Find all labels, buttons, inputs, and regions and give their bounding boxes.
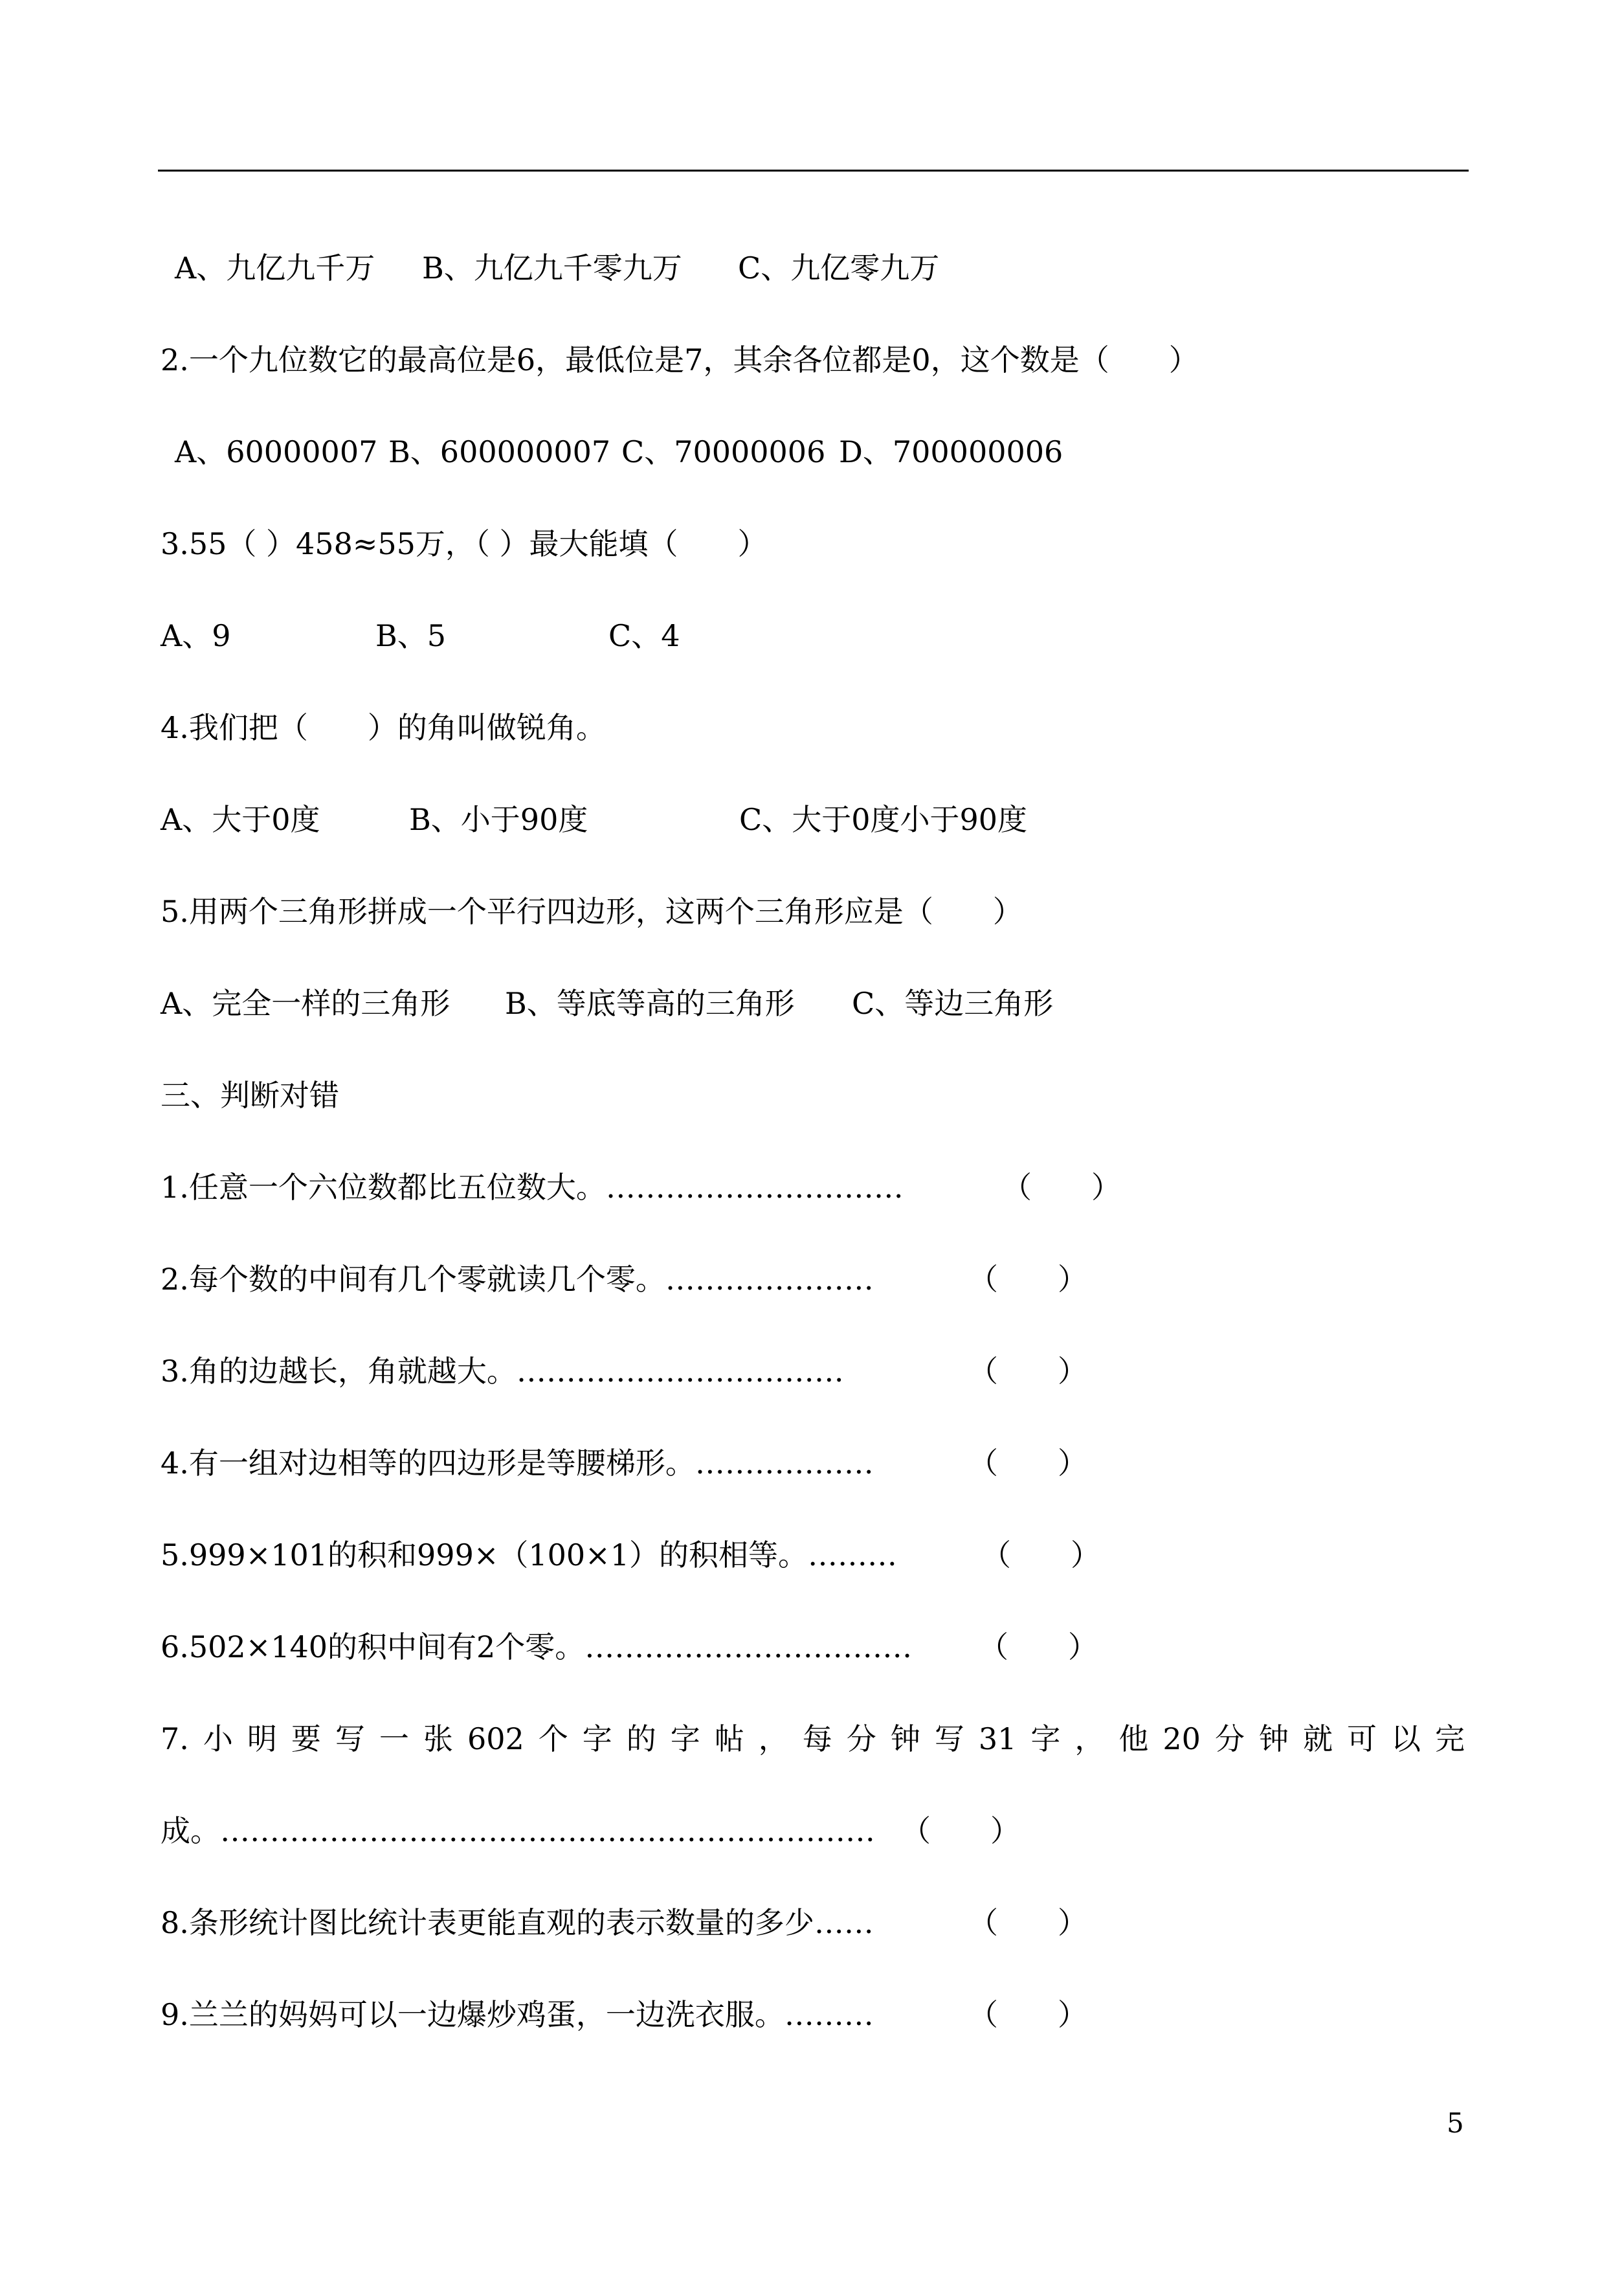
q5-option-b: B、等底等高的三角形 bbox=[505, 986, 795, 1021]
judge-item-2: 2.每个数的中间有几个零就读几个零。………………… bbox=[161, 1262, 874, 1297]
q3-text: 3.55（ ）458≈55万，（ ）最大能填（ ） bbox=[161, 526, 768, 561]
q1-option-a: A、九亿九千万 bbox=[175, 251, 375, 285]
q1-option-b: B、九亿九千零九万 bbox=[422, 251, 682, 285]
judge-item-1: 1.任意一个六位数都比五位数大。………………………… bbox=[161, 1170, 904, 1205]
q5-text: 5.用两个三角形拼成一个平行四边形，这两个三角形应是（ ） bbox=[161, 894, 1023, 929]
q5-option-a: A、完全一样的三角形 bbox=[161, 986, 450, 1021]
q1-option-c: C、九亿零九万 bbox=[738, 251, 940, 285]
q2-text: 2.一个九位数它的最高位是6，最低位是7，其余各位都是0，这个数是（ ） bbox=[161, 342, 1199, 377]
judge-answer-bracket-7: （ ） bbox=[901, 1813, 1020, 1848]
judge-item-6: 6.502×140的积中间有2个零。…………………………… bbox=[161, 1629, 913, 1664]
q2-option-d: D、700000006 bbox=[839, 434, 1063, 469]
judge-item-5: 5.999×101的积和999×（100×1）的积相等。……… bbox=[161, 1538, 897, 1572]
q5-option-c: C、等边三角形 bbox=[852, 986, 1054, 1021]
judge-answer-bracket-3: （ ） bbox=[968, 1354, 1087, 1389]
q3-option-a: A、9 bbox=[161, 618, 231, 653]
q3-option-b: B、5 bbox=[375, 618, 447, 653]
judge-answer-bracket-6: （ ） bbox=[979, 1629, 1098, 1664]
q4-option-a: A、大于0度 bbox=[161, 802, 320, 837]
judge-answer-bracket-9: （ ） bbox=[968, 1997, 1087, 2032]
judge-item-3: 3.角的边越长，角就越大。…………………………… bbox=[161, 1354, 844, 1389]
q3-option-c: C、4 bbox=[608, 618, 680, 653]
q4-option-c: C、大于0度小于90度 bbox=[739, 802, 1027, 837]
judge-answer-bracket-5: （ ） bbox=[981, 1538, 1100, 1572]
section-title-judge: 三、判断对错 bbox=[161, 1078, 339, 1113]
q4-text: 4.我们把（ ）的角叫做锐角。 bbox=[161, 710, 606, 745]
judge-item-7-line2: 成。………………………………………………………… bbox=[161, 1813, 875, 1848]
q2-option-c: C、70000006 bbox=[621, 434, 826, 469]
q2-option-b: B、600000007 bbox=[388, 434, 611, 469]
judge-answer-bracket-1: （ ） bbox=[1002, 1170, 1121, 1205]
judge-item-7-line1: 7.小明要写一张602个字的字帖，每分钟写31字，他20分钟就可以完 bbox=[161, 1721, 1465, 1756]
header-rule bbox=[158, 170, 1469, 172]
judge-answer-bracket-8: （ ） bbox=[968, 1905, 1087, 1940]
judge-item-4: 4.有一组对边相等的四边形是等腰梯形。……………… bbox=[161, 1446, 874, 1481]
page-number: 5 bbox=[1447, 2107, 1464, 2139]
judge-answer-bracket-2: （ ） bbox=[968, 1262, 1087, 1297]
judge-item-9: 9.兰兰的妈妈可以一边爆炒鸡蛋，一边洗衣服。……… bbox=[161, 1997, 874, 2032]
q4-option-b: B、小于90度 bbox=[409, 802, 588, 837]
judge-item-8: 8.条形统计图比统计表更能直观的表示数量的多少…… bbox=[161, 1905, 874, 1940]
judge-answer-bracket-4: （ ） bbox=[968, 1446, 1087, 1481]
q2-option-a: A、60000007 bbox=[175, 434, 378, 469]
